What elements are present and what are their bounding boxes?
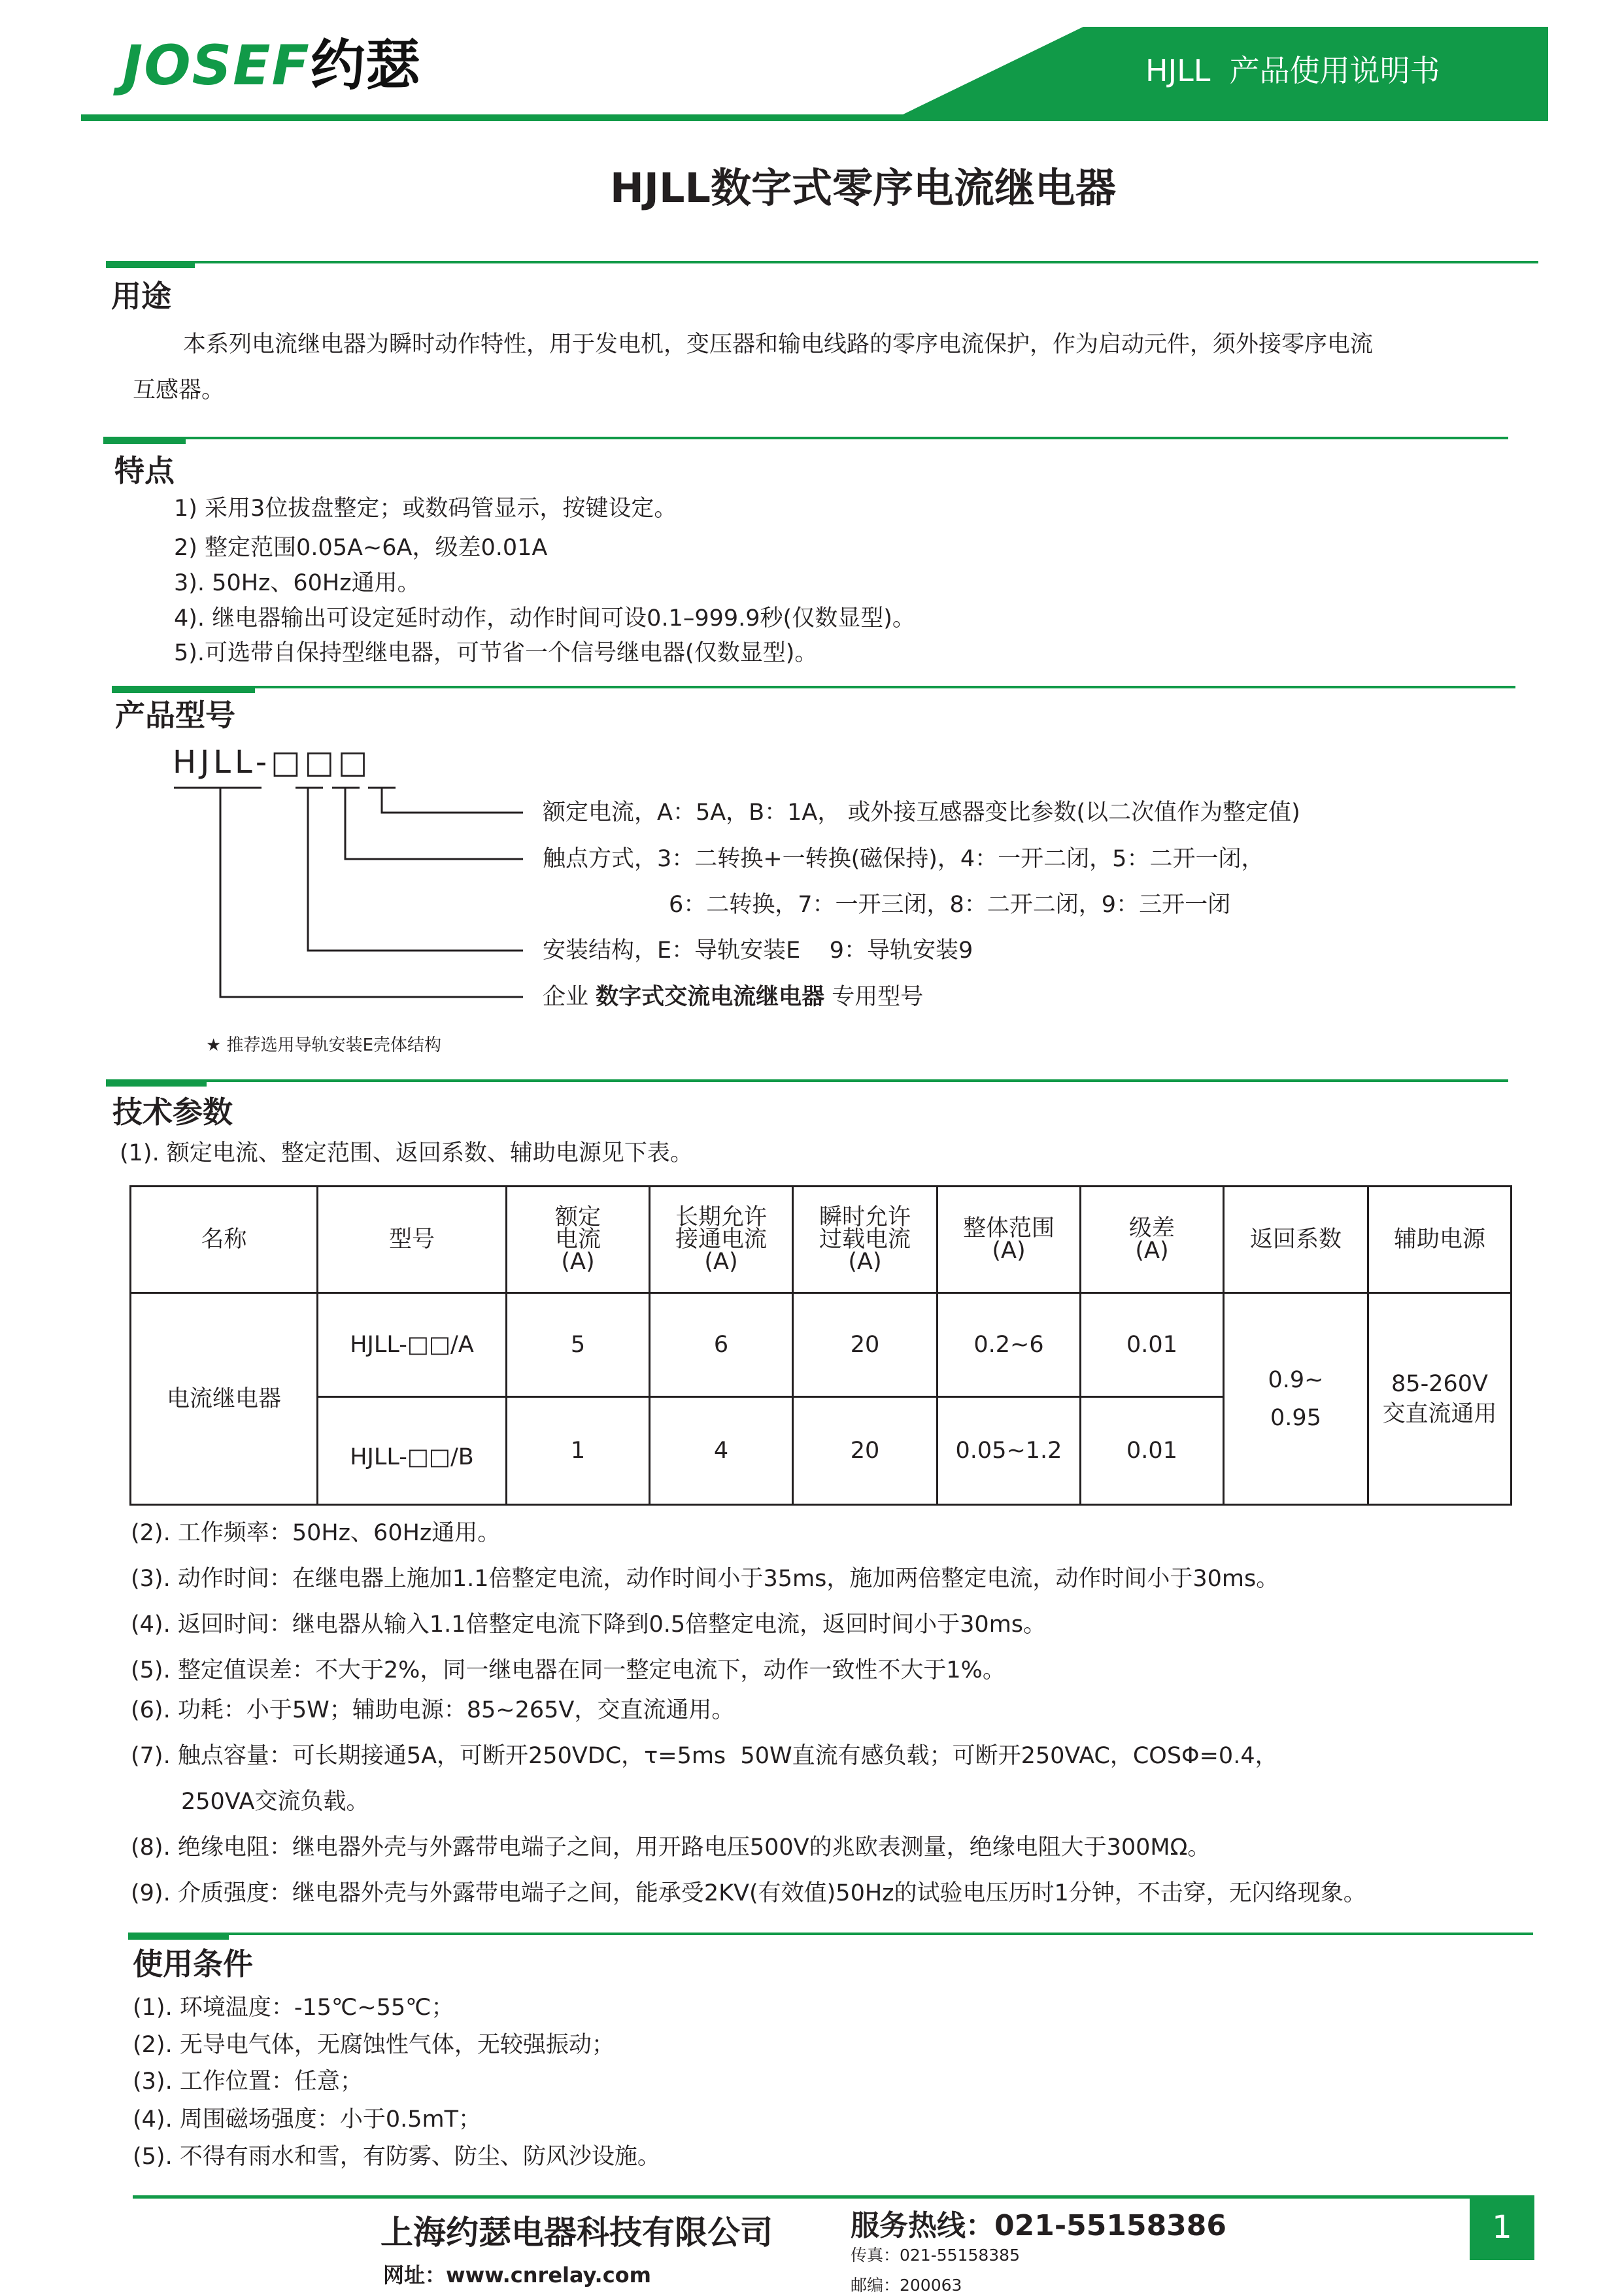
table-header-row bbox=[131, 1187, 1512, 1293]
condition-item: (3). 工作位置：任意； bbox=[133, 2068, 363, 2095]
enterprise-bold: 数字式交流电流继电器 bbox=[596, 984, 825, 1010]
section-rule bbox=[128, 1933, 1533, 1935]
model-note: ★ 推荐选用导轨安装E壳体结构 bbox=[206, 1036, 442, 1055]
table-cell: 0.2~6 bbox=[938, 1293, 1081, 1397]
table-cell: 0.01 bbox=[1081, 1293, 1224, 1397]
table-cell-name: 电流继电器 bbox=[131, 1293, 318, 1505]
model-desc-enterprise bbox=[543, 983, 923, 1011]
doc-label: HJLL 产品使用说明书 bbox=[1145, 53, 1440, 88]
spec-item: (2). 工作频率：50Hz、60Hz通用。 bbox=[131, 1520, 501, 1546]
table-cell: 4 bbox=[650, 1397, 793, 1505]
footer-rule bbox=[133, 2195, 1473, 2199]
model-code: HJLL-□□□ bbox=[173, 744, 372, 781]
model-desc-contact: 触点方式，3：二转换+一转换(磁保持)，4：一开二闭，5：二开一闭， bbox=[543, 846, 1264, 872]
logo-latin: JOSEF bbox=[122, 33, 311, 97]
feature-item: 5).可选带自保持型继电器，可节省一个信号继电器(仅数显型)。 bbox=[174, 640, 818, 666]
spec-item: (6). 功耗：小于5W；辅助电源：85~265V，交直流通用。 bbox=[131, 1697, 735, 1723]
table-header: 整体范围 (A) bbox=[938, 1187, 1081, 1293]
specs-table bbox=[129, 1185, 1512, 1506]
section-heading-model: 产品型号 bbox=[115, 698, 235, 733]
footer-postal: 邮编：200063 bbox=[851, 2276, 962, 2295]
page-number: 1 bbox=[1470, 2195, 1534, 2260]
table-cell: HJLL-□□/A bbox=[318, 1293, 507, 1397]
table-cell: 20 bbox=[793, 1397, 938, 1505]
section-rule-accent bbox=[112, 686, 255, 693]
spec-item: (4). 返回时间：继电器从输入1.1倍整定电流下降到0.5倍整定电流，返回时间小于30ms。 bbox=[131, 1612, 1047, 1638]
table-cell: 5 bbox=[507, 1293, 650, 1397]
table-header: 级差 (A) bbox=[1081, 1187, 1224, 1293]
table-header: 名称 bbox=[131, 1187, 318, 1293]
feature-item: 2) 整定范围0.05A~6A，级差0.01A bbox=[174, 535, 548, 561]
table-cell: 20 bbox=[793, 1293, 938, 1397]
condition-item: (4). 周围磁场强度：小于0.5mT； bbox=[133, 2106, 481, 2133]
section-rule-accent bbox=[106, 261, 195, 268]
purpose-text-cont: 互感器。 bbox=[133, 377, 225, 403]
footer-website[interactable]: 网址：www.cnrelay.com bbox=[383, 2263, 651, 2288]
table-cell: 1 bbox=[507, 1397, 650, 1505]
section-rule bbox=[103, 437, 1508, 439]
footer-hotline: 服务热线：021-55158386 bbox=[851, 2209, 1227, 2242]
spec-item: (7). 触点容量：可长期接通5A，可断开250VDC，τ=5ms 50W直流有感负载；可断开250VAC，COSΦ=0.4， bbox=[131, 1743, 1278, 1769]
condition-item: (1). 环境温度：-15℃~55℃； bbox=[133, 1995, 454, 2021]
model-desc-mount: 安装结构，E：导轨安装E 9：导轨安装9 bbox=[543, 937, 973, 964]
table-header: 返回系数 bbox=[1224, 1187, 1368, 1293]
feature-item: 1) 采用3位拔盘整定；或数码管显示，按键设定。 bbox=[174, 496, 677, 522]
section-heading-specs: 技术参数 bbox=[112, 1094, 233, 1130]
page-title: HJLL数字式零序电流继电器 bbox=[610, 164, 1116, 212]
footer-company: 上海约瑟电器科技有限公司 bbox=[380, 2214, 773, 2252]
header-rule bbox=[81, 114, 1548, 121]
section-rule bbox=[106, 1079, 1508, 1082]
enterprise-prefix: 企业 bbox=[543, 984, 596, 1010]
table-cell-aux-power: 85-260V 交直流通用 bbox=[1368, 1293, 1512, 1505]
purpose-text: 本系列电流继电器为瞬时动作特性，用于发电机，变压器和输电线路的零序电流保护，作为启动元件，须外接零序电流 bbox=[183, 331, 1374, 358]
logo bbox=[122, 34, 420, 97]
logo-cn: 约瑟 bbox=[310, 33, 420, 97]
section-heading-features: 特点 bbox=[114, 453, 175, 488]
table-cell: 0.01 bbox=[1081, 1397, 1224, 1505]
spec-item: (8). 绝缘电阻：继电器外壳与外露带电端子之间，用开路电压500V的兆欧表测量，绝缘电阻大于300MΩ。 bbox=[131, 1834, 1211, 1861]
section-heading-purpose: 用途 bbox=[111, 279, 171, 314]
table-header: 长期允许 接通电流 (A) bbox=[650, 1187, 793, 1293]
section-rule-accent bbox=[106, 1079, 207, 1087]
spec-item: (3). 动作时间：在继电器上施加1.1倍整定电流，动作时间小于35ms，施加两倍整定电流，动作时间小于30ms。 bbox=[131, 1566, 1279, 1592]
table-header: 型号 bbox=[318, 1187, 507, 1293]
section-rule bbox=[106, 261, 1538, 263]
condition-item: (2). 无导电气体，无腐蚀性气体，无较强振动； bbox=[133, 2032, 615, 2058]
section-rule-accent bbox=[128, 1933, 229, 1940]
enterprise-suffix: 专用型号 bbox=[824, 984, 924, 1010]
model-code-diagram bbox=[0, 778, 588, 1013]
table-cell: 0.05~1.2 bbox=[938, 1397, 1081, 1505]
condition-item: (5). 不得有雨水和雪，有防雾、防尘、防风沙设施。 bbox=[133, 2144, 660, 2170]
spec-item-cont: 250VA交流负载。 bbox=[181, 1789, 369, 1815]
spec-item: (5). 整定值误差：不大于2%，同一继电器在同一整定电流下，动作一致性不大于1%。 bbox=[131, 1657, 1005, 1683]
table-cell-return-coef: 0.9~ 0.95 bbox=[1224, 1293, 1368, 1505]
table-header: 瞬时允许 过载电流 (A) bbox=[793, 1187, 938, 1293]
model-desc-current: 额定电流，A：5A，B：1A， 或外接互感器变比参数(以二次值作为整定值) bbox=[543, 800, 1300, 826]
feature-item: 4). 继电器输出可设定延时动作，动作时间可设0.1–999.9秒(仅数显型)。 bbox=[174, 605, 915, 632]
section-heading-conditions: 使用条件 bbox=[133, 1946, 253, 1982]
table-cell: 6 bbox=[650, 1293, 793, 1397]
feature-item: 3). 50Hz、60Hz通用。 bbox=[174, 570, 420, 596]
table-header: 额定 电流 (A) bbox=[507, 1187, 650, 1293]
table-header: 辅助电源 bbox=[1368, 1187, 1512, 1293]
section-rule bbox=[112, 686, 1515, 688]
footer-fax: 传真：021-55158385 bbox=[851, 2246, 1020, 2265]
table-cell: HJLL-□□/B bbox=[318, 1397, 507, 1505]
spec-item: (9). 介质强度：继电器外壳与外露带电端子之间，能承受2KV(有效值)50Hz的试验电压历时1分钟，不击穿，无闪络现象。 bbox=[131, 1880, 1366, 1906]
specs-intro: (1). 额定电流、整定范围、返回系数、辅助电源见下表。 bbox=[120, 1140, 693, 1166]
model-desc-contact-cont: 6：二转换，7：一开三闭，8：二开二闭，9：三开一闭 bbox=[669, 892, 1231, 918]
table-row bbox=[131, 1293, 1512, 1397]
section-rule-accent bbox=[103, 437, 186, 444]
